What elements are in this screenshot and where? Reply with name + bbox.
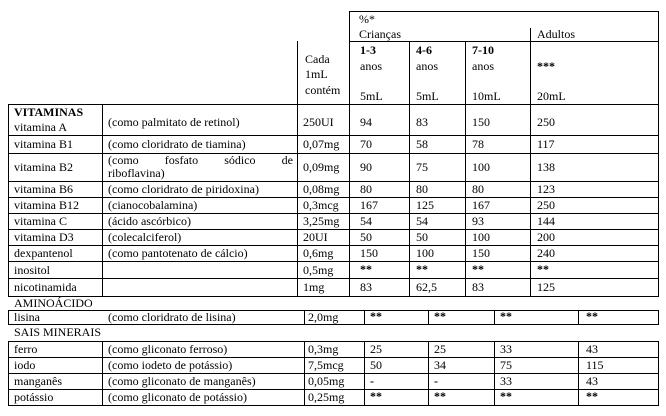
vitamin-pct-3: 78 xyxy=(472,137,484,151)
mineral-amount: 0,05mg xyxy=(308,374,345,388)
vitamin-form: (como palmitato de retinol) xyxy=(108,115,240,129)
mineral-pct-1: - xyxy=(370,374,374,388)
vitamin-amount: 0,09mg xyxy=(303,160,340,174)
vitamin-pct-3: 83 xyxy=(472,280,484,294)
vitamin-pct-3: 150 xyxy=(472,246,490,260)
section-title-sais-minerais: SAIS MINERAIS xyxy=(14,325,102,339)
vitamin-name: inositol xyxy=(14,263,51,277)
vitamin-pct-2: 75 xyxy=(416,160,428,174)
vitamin-pct-4: 138 xyxy=(537,160,555,174)
vitamin-name: nicotinamida xyxy=(14,280,77,294)
vitamin-pct-3: 100 xyxy=(472,230,490,244)
vitamin-amount: 0,5mg xyxy=(303,263,334,277)
mineral-name: ferro xyxy=(14,342,38,356)
vitamin-pct-2: ** xyxy=(416,262,428,276)
percent-header: %* xyxy=(359,12,375,26)
vitamin-pct-1: ** xyxy=(360,262,372,276)
vitamin-pct-4: 117 xyxy=(537,137,555,151)
mineral-pct-3: 33 xyxy=(500,374,512,388)
amino-form: (como cloridrato de lisina) xyxy=(108,310,236,324)
vitamin-form: (cianocobalamina) xyxy=(108,198,198,212)
mineral-pct-4: 115 xyxy=(586,358,604,372)
vitamin-pct-1: 167 xyxy=(360,198,378,212)
mineral-pct-4: 43 xyxy=(586,374,598,388)
vitamin-amount: 3,25mg xyxy=(303,214,340,228)
vitamin-pct-1: 54 xyxy=(360,214,372,228)
vitamin-pct-3: 93 xyxy=(472,214,484,228)
mineral-pct-1: ** xyxy=(370,389,382,403)
amino-amount: 2,0mg xyxy=(308,310,339,324)
adultos-header: Adultos xyxy=(537,27,576,41)
vitamin-amount: 1mg xyxy=(303,280,325,294)
vitamin-pct-1: 94 xyxy=(360,115,372,129)
vitamin-form: (como cloridrato de tiamina) xyxy=(108,137,246,151)
mineral-form: (como gliconato de manganês) xyxy=(108,374,256,388)
vitamin-amount: 0,08mg xyxy=(303,182,340,196)
vitamin-pct-1: 90 xyxy=(360,160,372,174)
vitamin-pct-1: 50 xyxy=(360,230,372,244)
age-group-1: 1-3 xyxy=(360,43,376,57)
amino-pct-2: ** xyxy=(434,309,446,323)
mineral-pct-3: ** xyxy=(500,389,512,403)
mineral-name: potássio xyxy=(14,390,54,404)
vitamin-pct-4: 200 xyxy=(537,230,555,244)
criancas-header: Crianças xyxy=(359,27,401,41)
vitamin-pct-1: 80 xyxy=(360,182,372,196)
vitamin-pct-2: 58 xyxy=(416,137,428,151)
dose-4: 20mL xyxy=(537,89,566,103)
vitamin-name: vitamina C xyxy=(14,214,67,228)
vitamin-pct-1: 83 xyxy=(360,280,372,294)
vitamin-pct-2: 62,5 xyxy=(416,280,437,294)
vitamin-pct-4: 250 xyxy=(537,115,555,129)
mineral-name: manganês xyxy=(14,374,62,388)
age-group-3-anos: anos xyxy=(472,59,494,73)
amino-pct-4: ** xyxy=(586,309,598,323)
vitamin-form: (como cloridrato de piridoxina) xyxy=(108,182,259,196)
vitamin-pct-3: 150 xyxy=(472,115,490,129)
adult-marker: *** xyxy=(537,59,555,73)
vitamin-amount: 20UI xyxy=(303,230,328,244)
cada-label: Cada xyxy=(305,52,330,66)
vitamin-name: vitamina A xyxy=(14,120,67,134)
amino-pct-1: ** xyxy=(370,309,382,323)
age-group-3: 7-10 xyxy=(472,43,494,57)
mineral-form: (como gliconato ferroso) xyxy=(108,342,228,356)
vitamin-pct-1: 70 xyxy=(360,137,372,151)
vitamin-name: dexpantenol xyxy=(14,246,73,260)
vitamin-form: (ácido ascórbico) xyxy=(108,214,191,228)
mineral-pct-1: 25 xyxy=(370,342,382,356)
section-title-vitaminas: VITAMINAS xyxy=(14,105,84,119)
vitamin-name: vitamina B1 xyxy=(14,137,73,151)
vitamin-pct-2: 80 xyxy=(416,182,428,196)
mineral-pct-2: - xyxy=(434,374,438,388)
vitamin-pct-2: 54 xyxy=(416,214,428,228)
vitamin-pct-4: 125 xyxy=(537,280,555,294)
vitamin-pct-2: 125 xyxy=(416,198,434,212)
vitamin-pct-2: 100 xyxy=(416,246,434,260)
mineral-pct-3: 33 xyxy=(500,342,512,356)
vitamin-amount: 0,6mg xyxy=(303,246,334,260)
mineral-pct-1: 50 xyxy=(370,358,382,372)
vitamin-amount: 0,3mcg xyxy=(303,198,339,212)
vitamin-form: (colecalciferol) xyxy=(108,230,182,244)
one-ml-label: 1mL xyxy=(305,67,328,81)
vitamin-form-cont: riboflavina) xyxy=(108,166,165,180)
vitamin-name: vitamina B6 xyxy=(14,182,73,196)
mineral-pct-2: 25 xyxy=(434,342,446,356)
dose-1: 5mL xyxy=(360,89,383,103)
mineral-amount: 0,3mg xyxy=(308,342,339,356)
vitamin-name: vitamina B12 xyxy=(14,198,79,212)
vitamin-pct-2: 83 xyxy=(416,115,428,129)
mineral-pct-2: 34 xyxy=(434,358,446,372)
mineral-amount: 7,5mcg xyxy=(308,358,344,372)
age-group-1-anos: anos xyxy=(360,59,382,73)
vitamin-pct-4: 144 xyxy=(537,214,555,228)
contem-label: contém xyxy=(305,83,341,97)
vitamin-pct-4: ** xyxy=(537,262,549,276)
vitamin-amount: 0,07mg xyxy=(303,137,340,151)
mineral-pct-4: ** xyxy=(586,389,598,403)
vitamin-form: (como pantotenato de cálcio) xyxy=(108,246,248,260)
vitamin-name: vitamina B2 xyxy=(14,160,73,174)
vitamin-pct-4: 123 xyxy=(537,182,555,196)
dose-3: 10mL xyxy=(472,89,501,103)
vitamin-pct-4: 250 xyxy=(537,198,555,212)
mineral-amount: 0,25mg xyxy=(308,390,345,404)
mineral-pct-4: 43 xyxy=(586,342,598,356)
dose-2: 5mL xyxy=(416,89,439,103)
vitamin-pct-3: ** xyxy=(472,262,484,276)
mineral-form: (como iodeto de potássio) xyxy=(108,358,233,372)
vitamin-pct-1: 150 xyxy=(360,246,378,260)
vitamin-amount: 250UI xyxy=(303,115,334,129)
vitamin-name: vitamina D3 xyxy=(14,230,74,244)
vitamin-pct-3: 80 xyxy=(472,182,484,196)
vitamin-pct-4: 240 xyxy=(537,246,555,260)
amino-name: lisina xyxy=(14,310,40,324)
vitamin-pct-2: 50 xyxy=(416,230,428,244)
amino-pct-3: ** xyxy=(500,309,512,323)
vitamin-pct-3: 100 xyxy=(472,160,490,174)
mineral-form: (como gliconato de potássio) xyxy=(108,390,247,404)
age-group-2: 4-6 xyxy=(416,43,432,57)
mineral-pct-3: 75 xyxy=(500,358,512,372)
age-group-2-anos: anos xyxy=(416,59,438,73)
vitamin-form: (como fosfato sódico de xyxy=(108,153,293,167)
mineral-name: iodo xyxy=(14,358,36,372)
section-title-aminoacido: AMINOÁCIDO xyxy=(14,296,93,310)
mineral-pct-2: ** xyxy=(434,389,446,403)
vitamin-pct-3: 167 xyxy=(472,198,490,212)
